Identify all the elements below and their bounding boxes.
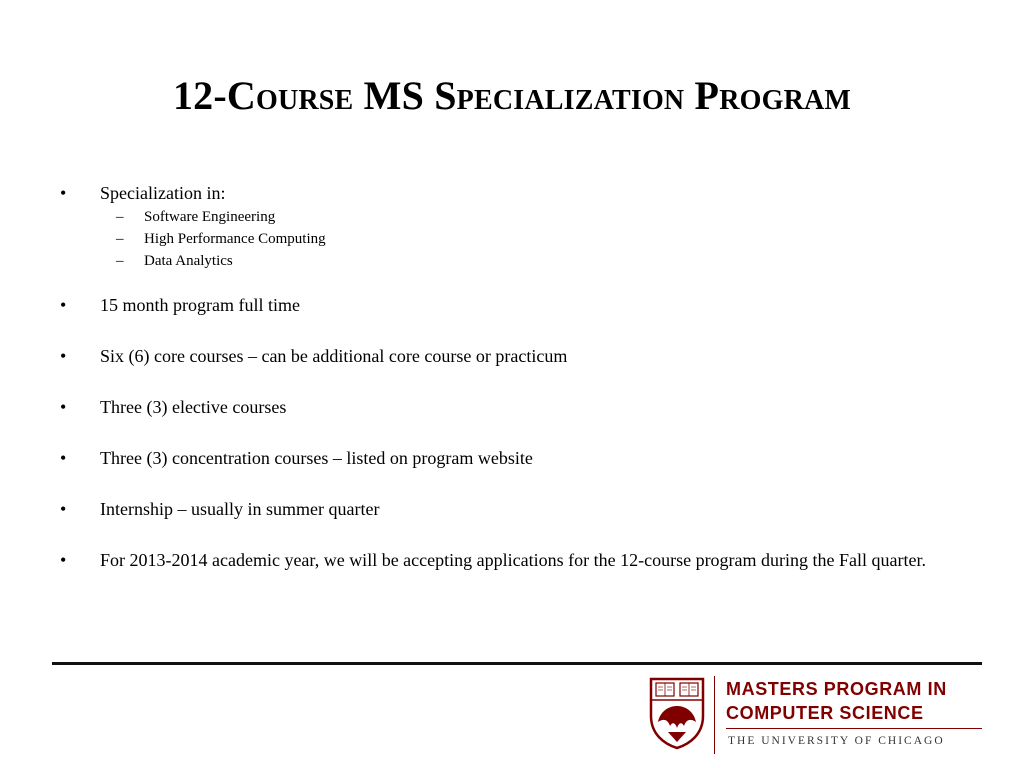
bullet-text: Three (3) elective courses [100,397,287,417]
sub-bullet-text: Software Engineering [144,209,276,225]
slide-title: 12-Course MS Specialization Program [172,73,852,118]
bullet-text: Internship – usually in summer quarter [100,499,380,519]
bullet-icon: • [60,295,67,315]
bullet-item [60,182,960,272]
bullet-item [60,396,960,418]
bullet-icon: • [60,448,67,468]
bullet-text: Six (6) core courses – can be additional core course or practicum [100,346,568,366]
logo-rule [726,728,982,729]
bullet-icon: • [60,397,67,417]
sub-bullet-text: Data Analytics [144,253,233,269]
dash-icon: – [116,231,124,247]
logo-university-name: THE UNIVERSITY OF CHICAGO [728,735,945,747]
bullet-icon: • [60,550,67,570]
logo-program-line-2: COMPUTER SCIENCE [726,703,924,723]
dash-icon: – [116,209,124,225]
footer-divider [52,662,982,665]
bullet-item [60,447,960,469]
program-logo [648,676,984,754]
bullet-text: Three (3) concentration courses – listed on program website [100,448,533,468]
bullet-item [60,498,960,520]
bullet-text: 15 month program full time [100,295,300,315]
bullet-item [60,294,960,316]
university-of-chicago-seal-icon [648,676,706,750]
sub-bullet-item [100,250,960,272]
bullet-list [60,182,960,571]
logo-program-line-1: MASTERS PROGRAM IN [726,679,947,699]
bullet-icon: • [60,499,67,519]
bullet-item [60,549,960,571]
bullet-icon: • [60,183,67,203]
sub-bullet-item [100,228,960,250]
sub-bullet-list [100,206,960,272]
logo-divider [714,676,715,754]
dash-icon: – [116,253,124,269]
bullet-item [60,345,960,367]
bullet-icon: • [60,346,67,366]
bullet-text: Specialization in: [100,183,226,203]
sub-bullet-item [100,206,960,228]
bullet-text: For 2013-2014 academic year, we will be accepting applications for the 12-course program during the Fall quarter. [100,550,927,570]
sub-bullet-text: High Performance Computing [144,231,326,247]
